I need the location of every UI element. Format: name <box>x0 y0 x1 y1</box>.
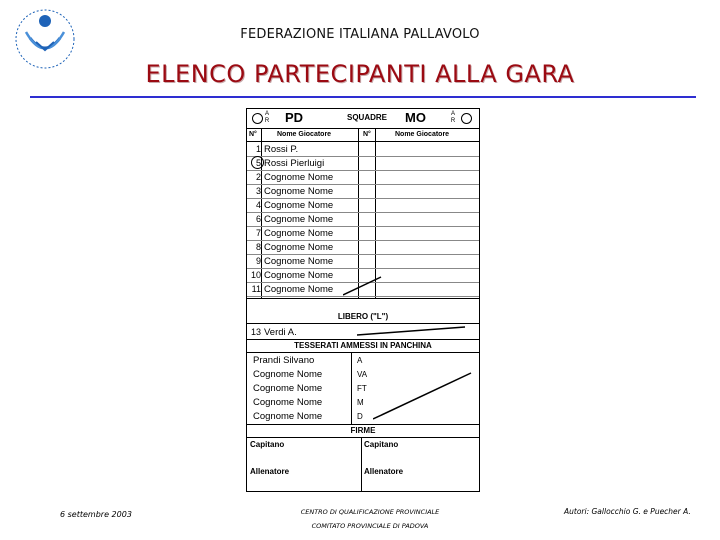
bench-name: Cognome Nome <box>253 397 323 408</box>
player-name: Cognome Nome <box>264 214 334 225</box>
libero-number: 13 <box>250 327 261 337</box>
divider <box>247 323 479 324</box>
strike-line-icon <box>357 325 467 337</box>
col-number-right: N° <box>363 131 371 138</box>
title-divider <box>30 96 696 98</box>
player-number: 6 <box>255 214 261 224</box>
ar-a-left: A <box>264 111 269 117</box>
bench-role: FT <box>357 384 367 393</box>
footer-authors: Autori: Gallocchio G. e Puecher A. <box>564 507 691 516</box>
bench-name: Cognome Nome <box>253 369 323 380</box>
bench-role: D <box>357 412 363 421</box>
bench-role: A <box>357 356 363 365</box>
player-name: Cognome Nome <box>264 284 334 295</box>
divider <box>247 141 479 142</box>
row-line <box>247 254 479 255</box>
row-line <box>247 198 479 199</box>
row-line <box>247 240 479 241</box>
row-line <box>247 268 479 269</box>
grid-line <box>261 128 262 298</box>
col-player-name: Nome Giocatore <box>277 131 332 138</box>
player-name: Rossi P. <box>264 144 299 155</box>
col-number: N° <box>249 131 257 138</box>
player-number: 8 <box>255 242 261 252</box>
player-name: Cognome Nome <box>264 256 334 267</box>
player-number: 2 <box>255 172 261 182</box>
ar-a-right: A <box>450 111 455 117</box>
scoresheet <box>246 108 480 492</box>
player-number: 7 <box>255 228 261 238</box>
team-circle-right-icon <box>461 113 472 124</box>
captain-signature-right: Capitano <box>364 440 399 449</box>
player-number: 5 <box>255 158 261 168</box>
ar-r-left: R <box>264 118 270 124</box>
bench-name: Cognome Nome <box>253 411 323 422</box>
libero-name: Verdi A. <box>264 327 297 338</box>
grid-line <box>351 352 352 424</box>
ar-r-right: R <box>450 118 456 124</box>
page-title: ELENCO PARTECIPANTI ALLA GARA <box>145 60 575 88</box>
signatures-header: FIRME <box>350 426 376 435</box>
player-name: Cognome Nome <box>264 172 334 183</box>
bench-header: TESSERATI AMMESSI IN PANCHINA <box>294 341 432 350</box>
row-line <box>247 170 479 171</box>
row-line <box>247 156 479 157</box>
divider <box>247 352 479 353</box>
libero-header: LIBERO ("L") <box>337 312 389 321</box>
coach-signature-right: Allenatore <box>364 467 404 476</box>
footer-center-line1: CENTRO DI QUALIFICAZIONE PROVINCIALE <box>300 508 440 516</box>
divider <box>247 339 479 340</box>
player-number: 9 <box>255 256 261 266</box>
divider <box>247 424 479 425</box>
bench-name: Prandi Silvano <box>253 355 315 366</box>
player-number: 1 <box>255 144 261 154</box>
bench-role: VA <box>357 370 368 379</box>
organization-name: FEDERAZIONE ITALIANA PALLAVOLO <box>240 27 480 42</box>
footer-center <box>250 505 490 533</box>
player-name: Cognome Nome <box>264 228 334 239</box>
team-circle-left-icon <box>252 113 263 124</box>
player-number: 11 <box>251 284 261 294</box>
squadre-label: SQUADRE <box>347 113 388 122</box>
divider <box>247 437 479 438</box>
player-name: Cognome Nome <box>264 242 334 253</box>
captain-mark-icon <box>251 156 264 169</box>
footer-date: 6 settembre 2003 <box>60 510 132 519</box>
row-line <box>247 226 479 227</box>
row-line <box>247 184 479 185</box>
bench-role: M <box>357 398 364 407</box>
col-player-name-right: Nome Giocatore <box>395 131 450 138</box>
team-left: PD <box>285 110 304 125</box>
player-name: Cognome Nome <box>264 186 334 197</box>
row-line <box>247 212 479 213</box>
team-right: MO <box>405 110 426 125</box>
footer-center-line2: COMITATO PROVINCIALE DI PADOVA <box>311 522 429 530</box>
player-name: Cognome Nome <box>264 270 334 281</box>
divider <box>247 128 479 129</box>
player-number: 10 <box>250 270 261 280</box>
coach-signature-left: Allenatore <box>250 467 290 476</box>
player-number: 3 <box>255 186 261 196</box>
grid-line <box>361 437 362 491</box>
strike-line-icon <box>373 371 473 421</box>
player-name: Cognome Nome <box>264 200 334 211</box>
bench-name: Cognome Nome <box>253 383 323 394</box>
divider <box>247 298 479 299</box>
player-number: 4 <box>255 200 261 210</box>
strike-line-icon <box>343 273 383 297</box>
captain-signature-left: Capitano <box>250 440 285 449</box>
player-name: Rossi Pierluigi <box>264 158 325 169</box>
